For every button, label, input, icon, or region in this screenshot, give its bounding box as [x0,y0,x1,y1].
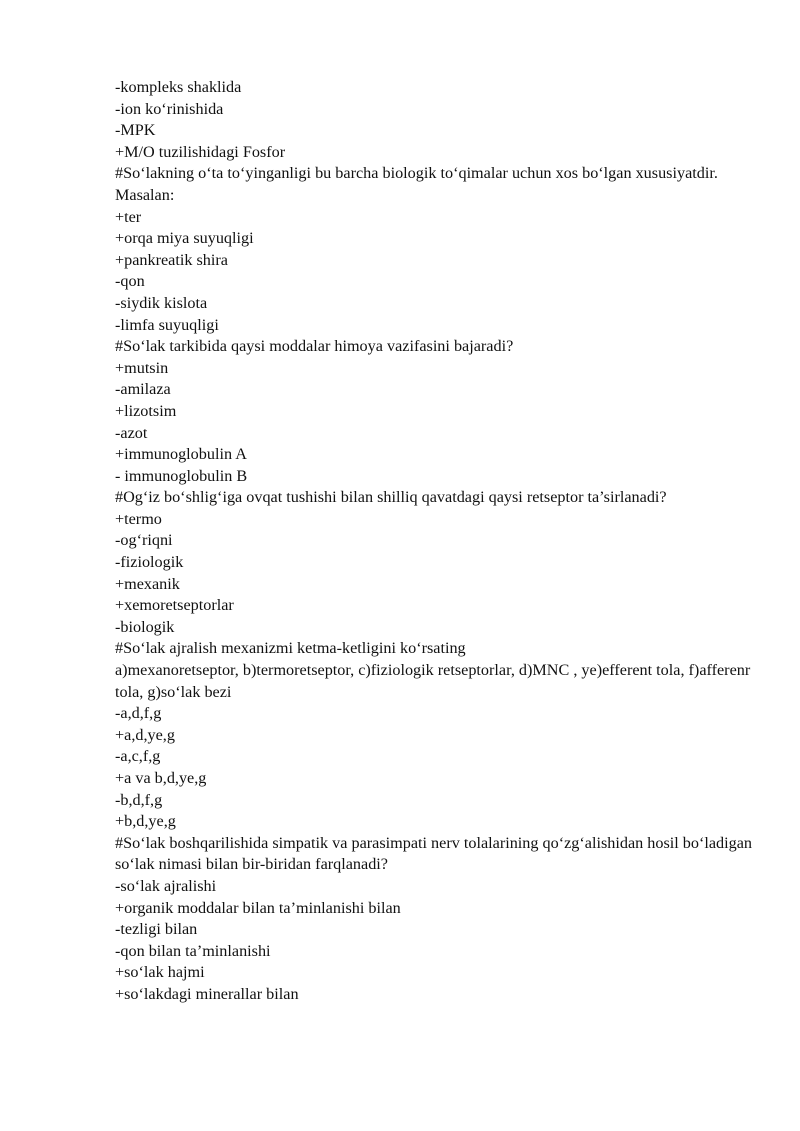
answer-option: +xemoretseptorlar [115,596,234,615]
answer-option: -siydik kislota [115,293,208,312]
answer-option: -biologik [115,617,175,636]
question-text: #So‘lakning o‘ta to‘yinganligi bu barcha biologik to‘qimalar uchun xos bo‘lgan xususiyatdir. Masalan: [115,164,722,204]
answer-option: +orqa miya suyuqligi [115,229,254,248]
answer-option: -og‘riqni [115,531,173,550]
answer-option: +mexanik [115,574,180,593]
answer-option: -a,d,f,g [115,704,162,723]
answer-option: +b,d,ye,g [115,812,176,831]
answer-option: -qon bilan ta’minlanishi [115,941,271,960]
answer-option: +so‘lakdagi minerallar bilan [115,984,299,1003]
answer-option: -tezligi bilan [115,920,198,939]
answer-option: -so‘lak ajralishi [115,876,217,895]
answer-option: +organik moddalar bilan ta’minlanishi bilan [115,898,401,917]
answer-option: +termo [115,509,162,528]
answer-option: +pankreatik shira [115,250,228,269]
answer-option: -b,d,f,g [115,790,163,809]
question-legend: a)mexanoretseptor, b)termoretseptor, c)fiziologik retseptorlar, d)MNC , ye)efferent tola, f)afferenr tola, g)so‘lak bezi [115,661,755,701]
answer-option: +a va b,d,ye,g [115,769,207,787]
question-text: #Og‘iz bo‘shlig‘iga ovqat tushishi bilan shilliq qavatdagi qaysi retseptor ta’sirlanadi? [115,488,667,507]
answer-option: -MPK [115,121,156,140]
answer-option: +ter [115,207,142,226]
answer-option: -fiziologik [115,553,184,572]
answer-option: +so‘lak hajmi [115,963,205,982]
answer-option: -azot [115,423,148,442]
document-body [115,77,755,1006]
answer-option: +mutsin [115,358,169,377]
question-text: #So‘lak ajralish mexanizmi ketma-ketligini ko‘rsating [115,639,466,658]
answer-option: -amilaza [115,380,171,399]
answer-option: +lizotsim [115,401,177,420]
answer-option: +immunoglobulin A [115,445,247,464]
answer-option: +M/O tuzilishidagi Fosfor [115,142,286,161]
question-text: #So‘lak tarkibida qaysi moddalar himoya vazifasini bajaradi? [115,337,514,356]
answer-option: +a,d,ye,g [115,725,175,744]
answer-option: -qon [115,272,145,291]
answer-option: -kompleks shaklida [115,78,242,96]
answer-option: - immunoglobulin B [115,466,248,485]
answer-option: -ion ko‘rinishida [115,99,224,118]
answer-option: -a,c,f,g [115,747,161,766]
question-text: #So‘lak boshqarilishida simpatik va parasimpati nerv tolalarining qo‘zg‘alishidan hosil bo‘ladigan so‘lak nimasi bilan bir-biridan farqlanadi? [115,833,757,874]
answer-option: -limfa suyuqligi [115,315,219,334]
